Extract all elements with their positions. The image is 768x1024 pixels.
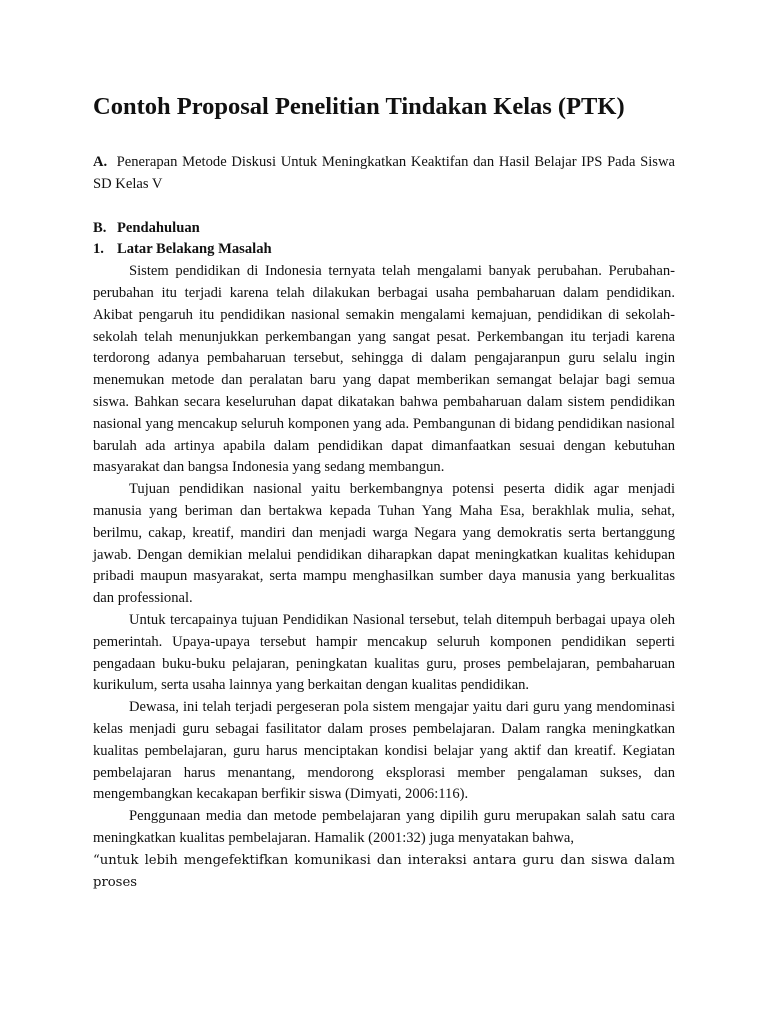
section-b-title: Pendahuluan — [117, 219, 200, 236]
section-a-label: A. — [93, 154, 108, 170]
section-b-heading — [93, 218, 675, 240]
quote-line: “untuk lebih mengefektifkan komunikasi dan interaksi antara guru dan siswa dalam proses — [93, 852, 675, 890]
body-paragraph: Sistem pendidikan di Indonesia ternyata telah mengalami banyak perubahan. Perubahan-perubahan itu terjadi karena telah dilakukan berbagai usaha pembaharuan dalam pendidikan. Akibat pengaruh itu pendidikan nasional semakin mengalami kemajuan, pendidikan di sekolah-sekolah telah menunjukkan perkembangan yang sangat pesat. Perkembangan itu terjadi karena terdorong adanya pembaharuan tersebut, sehingga di dalam pengajaranpun guru selalu ingin menemukan metode dan peralatan baru yang dapat memberikan semangat belajar bagi semua siswa. Bahkan secara keseluruhan dapat dikatakan bahwa pembaharuan dalam sistem pendidikan nasional yang mencakup seluruh komponen yang ada. Pembangunan di bidang pendidikan nasional barulah ada artinya apabila dalam pendidikan dapat dimanfaatkan sesuai dengan kebutuhan masyarakat dan bangsa Indonesia yang sedang membangun. — [93, 263, 675, 476]
section-a — [93, 152, 675, 196]
subsection-1-title: Latar Belakang Masalah — [117, 241, 272, 258]
document-body — [93, 152, 675, 893]
spacer — [93, 196, 675, 218]
body-paragraph: Dewasa, ini telah terjadi pergeseran pola sistem mengajar yaitu dari guru yang mendominasi kelas menjadi guru sebagai fasilitator dalam proses pembelajaran. Dalam rangka meningkatkan kualitas pembelajaran, guru harus menciptakan kondisi belajar yang aktif dan kreatif. Kegiatan pembelajaran harus menantang, mendorong eksplorasi member pengalaman sukses, dan mengembangkan kecakapan berfikir siswa (Dimyati, 2006:116). — [93, 699, 675, 803]
body-paragraph: Penggunaan media dan metode pembelajaran yang dipilih guru merupakan salah satu cara meningkatkan kualitas pembelajaran. Hamalik (2001:32) juga menyatakan bahwa, — [93, 808, 675, 846]
subsection-1-heading — [93, 239, 675, 261]
section-b-label: B. — [93, 219, 107, 236]
body-paragraph: Tujuan pendidikan nasional yaitu berkembangnya potensi peserta didik agar menjadi manusia yang beriman dan bertakwa kepada Tuhan Yang Maha Esa, berakhlak mulia, sehat, berilmu, cakap, kreatif, mandiri dan menjadi warga Negara yang demokratis serta bertanggung jawab. Dengan demikian melalui pendidikan diharapkan dapat meningkatkan kualitas kehidupan pribadi maupun masyarakat, serta mampu menghasilkan sumber daya manusia yang berkualitas dan professional. — [93, 481, 675, 607]
body-paragraph: Untuk tercapainya tujuan Pendidikan Nasional tersebut, telah ditempuh berbagai upaya oleh pemerintah. Upaya-upaya tersebut hampir mencakup seluruh komponen pendidikan seperti pengadaan buku-buku pelajaran, peningkatan kualitas guru, proses pembelajaran, pembaharuan kurikulum, serta usaha lainnya yang berkaitan dengan kualitas pendidikan. — [93, 611, 675, 694]
page-title: Contoh Proposal Penelitian Tindakan Kelas (PTK) — [93, 93, 625, 120]
subsection-1-number: 1. — [93, 241, 104, 258]
section-a-text: Penerapan Metode Diskusi Untuk Meningkatkan Keaktifan dan Hasil Belajar IPS Pada Siswa SD Kelas V — [93, 154, 676, 192]
